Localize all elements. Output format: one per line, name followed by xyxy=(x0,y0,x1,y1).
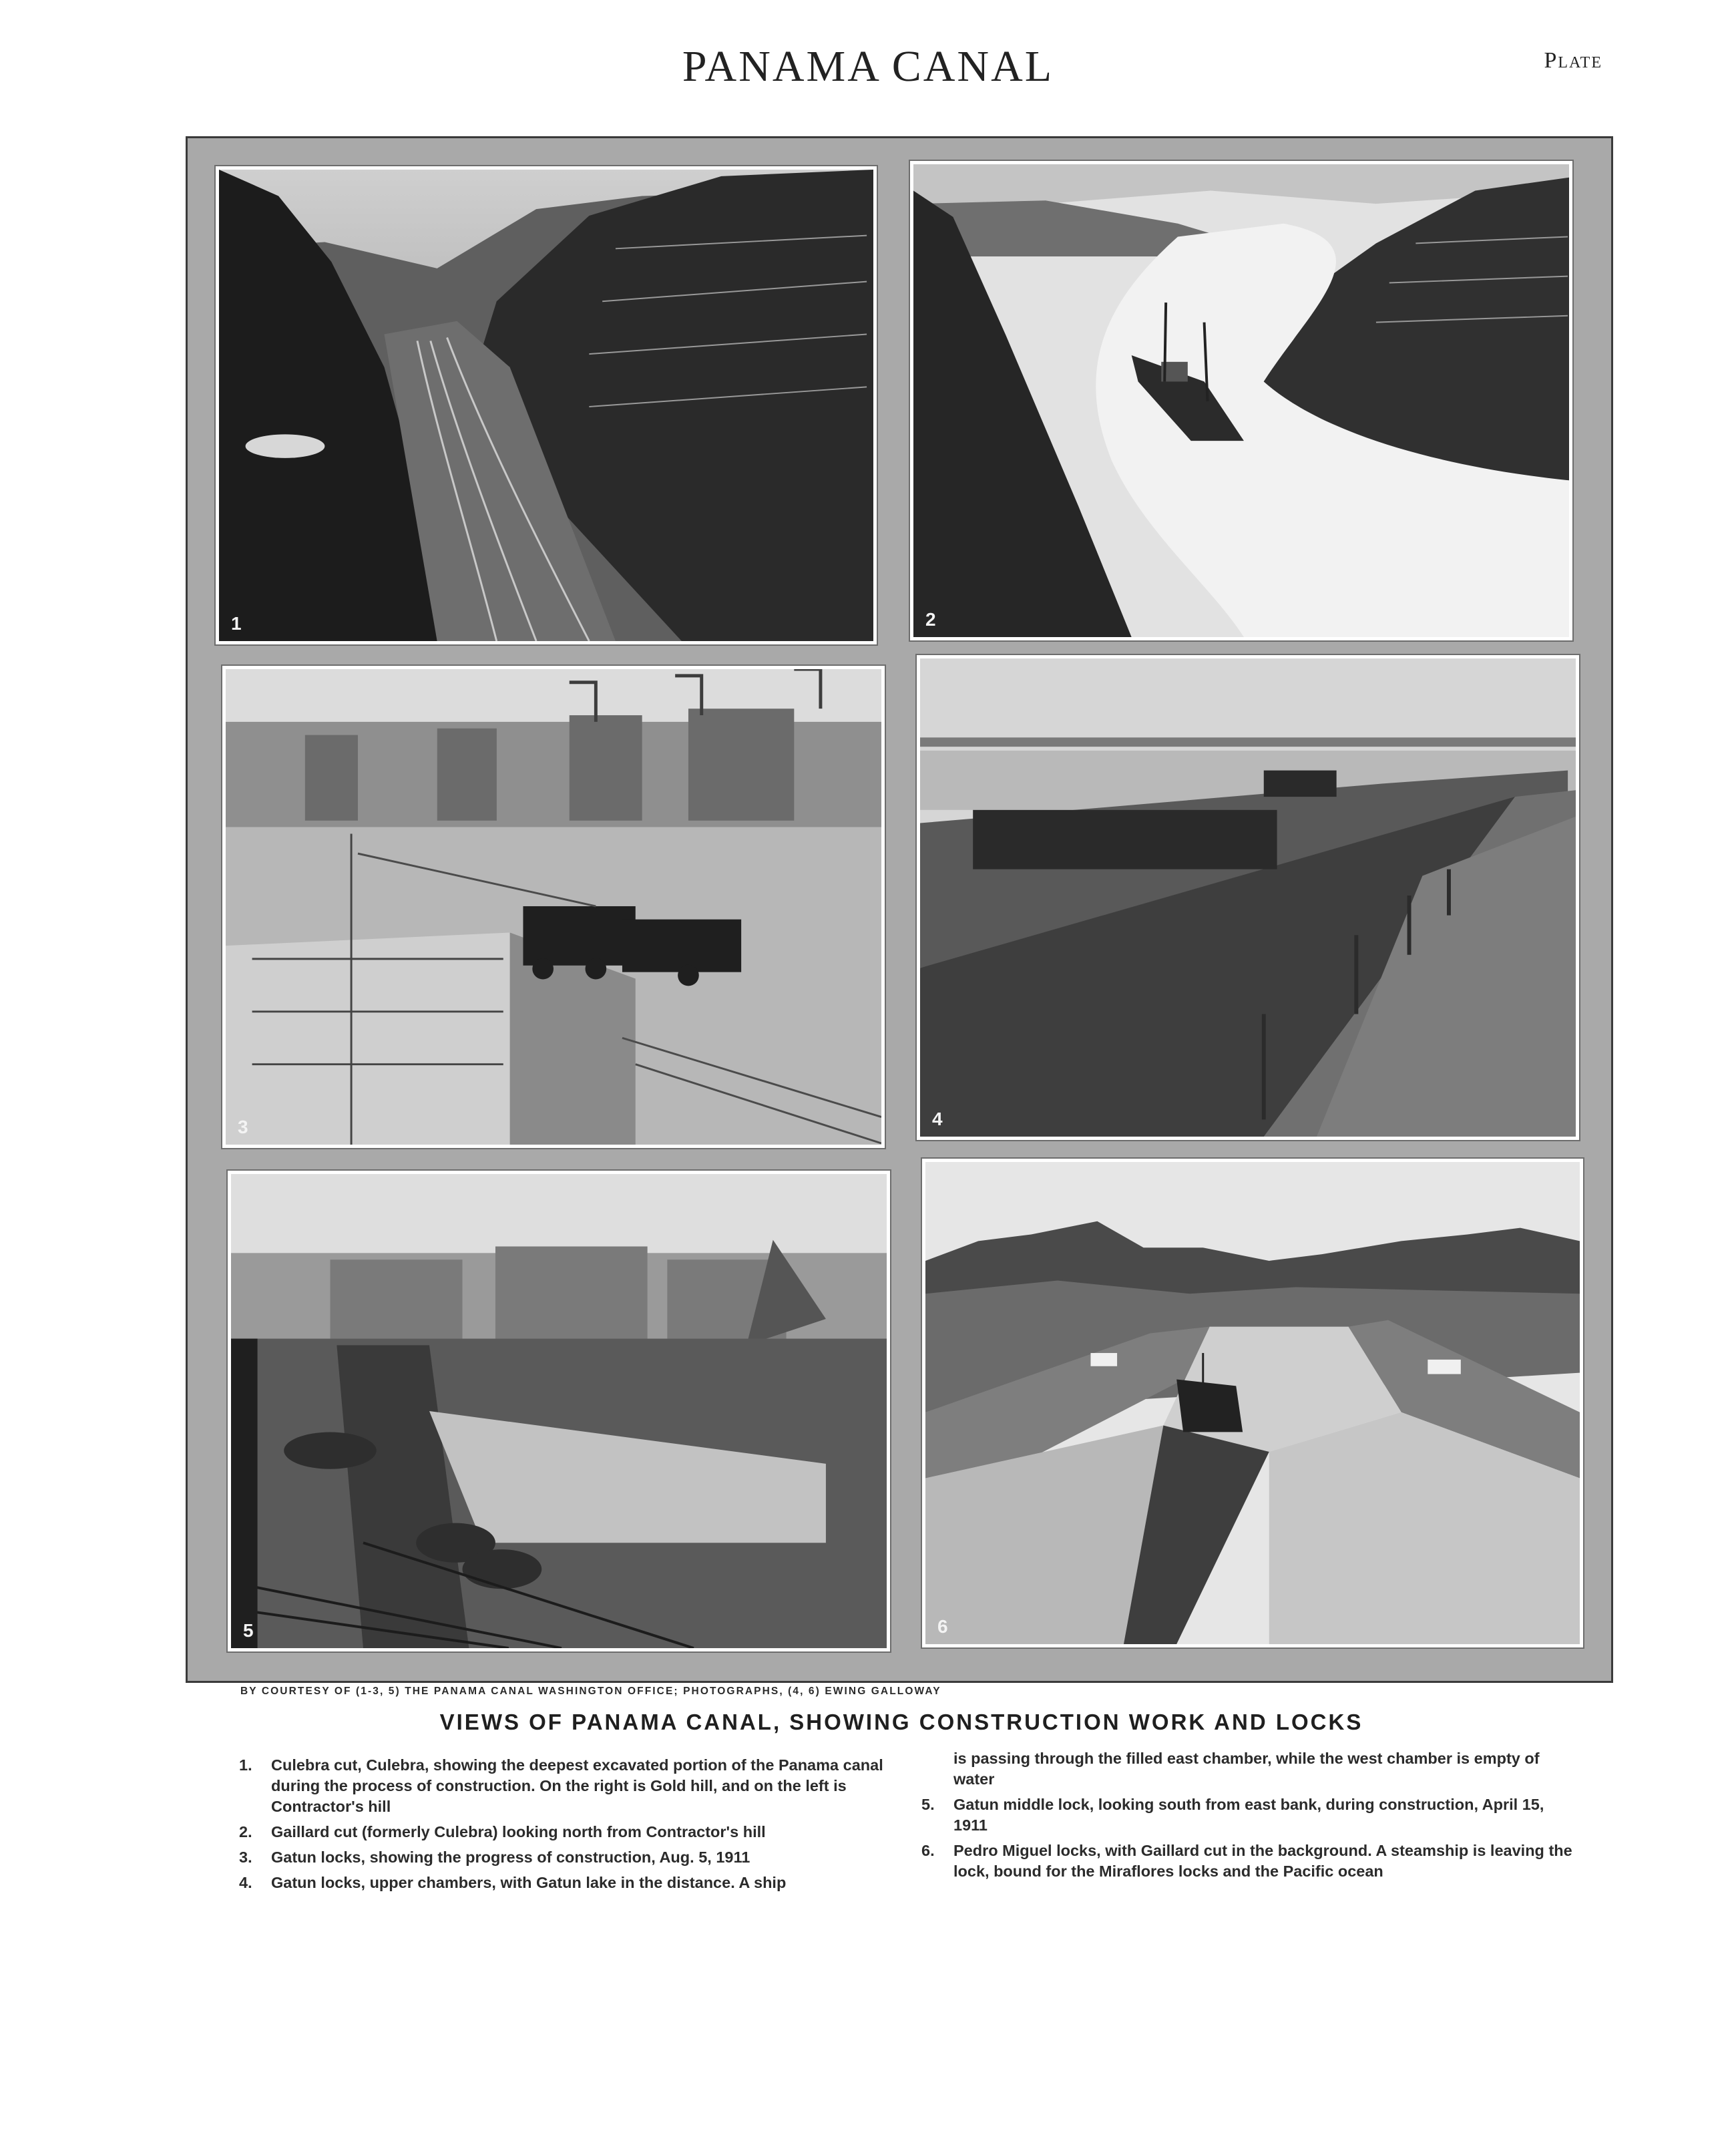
caption-number: 1. xyxy=(239,1756,252,1774)
caption-text: Gatun locks, upper chambers, with Gatun lake in the distance. A ship xyxy=(271,1874,787,1891)
caption-item xyxy=(239,1873,893,1893)
photo-number: 4 xyxy=(932,1109,943,1129)
caption-column-left xyxy=(239,1755,893,1898)
caption-item xyxy=(239,1755,893,1817)
photo-credit: BY COURTESY OF (1-3, 5) THE PANAMA CANAL WASHINGTON OFFICE; PHOTOGRAPHS, (4, 6) EWING GALLOWAY xyxy=(240,1686,941,1697)
photo-gatun-upper-chambers xyxy=(917,655,1579,1140)
plate-label: Plate xyxy=(1544,48,1602,73)
photo-gatun-middle-lock xyxy=(228,1171,890,1651)
photo-culebra-cut xyxy=(216,166,877,644)
caption-item xyxy=(239,1822,893,1842)
caption-item xyxy=(239,1847,893,1868)
pedro-miguel-locks-image xyxy=(925,1162,1580,1644)
culebra-cut-image xyxy=(219,170,873,641)
photo-number: 5 xyxy=(243,1620,254,1641)
photo-plate xyxy=(186,136,1613,1683)
photo-gatun-construction xyxy=(222,666,885,1148)
caption-item xyxy=(921,1840,1576,1882)
photo-number: 6 xyxy=(937,1616,948,1637)
caption-text: Culebra cut, Culebra, showing the deepest excavated portion of the Panama canal during the process of construction. On the right is Gold hill, and on the left is Contractor's hill xyxy=(271,1756,883,1815)
caption-text: Gatun locks, showing the progress of construction, Aug. 5, 1911 xyxy=(271,1848,750,1866)
caption-number: 6. xyxy=(921,1842,935,1859)
caption-text: Gaillard cut (formerly Culebra) looking north from Contractor's hill xyxy=(271,1823,766,1840)
gaillard-cut-image xyxy=(913,164,1569,637)
gatun-upper-chambers-image xyxy=(920,658,1576,1137)
caption-text: Gatun middle lock, looking south from east bank, during construction, April 15, 1911 xyxy=(953,1796,1544,1834)
photo-gaillard-cut xyxy=(910,161,1572,640)
photo-number: 1 xyxy=(231,613,242,634)
photo-number: 3 xyxy=(238,1117,248,1137)
caption-column-right xyxy=(921,1748,1576,1887)
photo-pedro-miguel-locks xyxy=(922,1159,1583,1647)
caption-number: 2. xyxy=(239,1823,252,1840)
gatun-construction-image xyxy=(226,669,881,1145)
caption-number: 5. xyxy=(921,1796,935,1813)
caption-heading: VIEWS OF PANAMA CANAL, SHOWING CONSTRUCTION WORK AND LOCKS xyxy=(439,1710,1363,1734)
caption-continuation: is passing through the filled east chamber, while the west chamber is empty of water xyxy=(953,1750,1540,1788)
caption-text: Pedro Miguel locks, with Gaillard cut in the background. A steamship is leaving the lock, bound for the Miraflores locks and the Pacific ocean xyxy=(953,1842,1572,1880)
caption-number: 3. xyxy=(239,1848,252,1866)
page-title: PANAMA CANAL xyxy=(682,42,1054,91)
caption-number: 4. xyxy=(239,1874,252,1891)
caption-item xyxy=(921,1794,1576,1836)
photo-number: 2 xyxy=(925,609,936,630)
gatun-middle-lock-image xyxy=(231,1174,887,1648)
